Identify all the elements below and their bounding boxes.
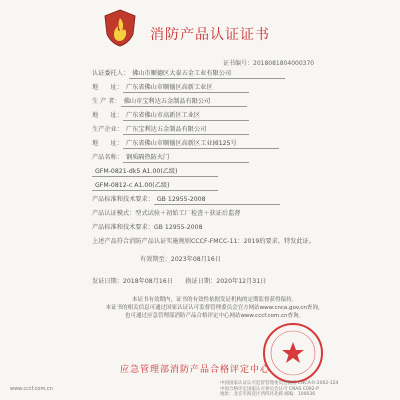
field-row: 地 址： 广东省佛山市高新区工业区 <box>92 112 249 121</box>
certification-mode: 产品认证模式：型式试验＋初始工厂检查＋获证后监督 <box>92 210 241 217</box>
field-row: 产品标准和技术要求： GB 12955-2008 <box>92 196 280 205</box>
issuing-authority: 应急管理部消防产品合格评定中心 <box>120 365 271 375</box>
red-seal-stamp-icon <box>262 322 324 384</box>
field-row: GFM-0821-dk5 A1.00(乙级) <box>92 168 218 177</box>
field-row: 产品名称： 钢质隔热防火门 <box>92 154 249 163</box>
field-row: 认证委托人： 佛山市顺德区大泰五金工业有限公司 <box>92 70 285 79</box>
field-row: 地 址： 广东省佛山市顺德区高新区工业园125号 <box>92 140 279 149</box>
field-row: 生产企业： 广东宝利达五金制品有限公司 <box>92 126 249 135</box>
fire-shield-logo-icon <box>103 8 137 48</box>
certificate-title: 消防产品认证证书 <box>150 27 270 43</box>
website-url: www.cccf.com.cn <box>10 386 53 392</box>
issue-date: 发证日期：2018年08月16日 换证日期：2020年12月31日 <box>92 278 267 285</box>
validity-date: 有效期至：2023年08月16日 <box>140 256 221 263</box>
footer-notes: 中国国家认证认可监督管理委员会批准 CNCA-R-2002-124 中国合格评定国家认可委员会认可 CNAS C092-P 地址：北京市海淀区西四环北路 邮编：100036 <box>220 381 339 397</box>
field-row: 生 产 者： 佛山市宝利达五金制品有限公司 <box>92 98 247 107</box>
compliance-statement: 上述产品符合消防产品认证实施规则CCCF-FMCC-11：2019的要求，特发此证。 <box>92 238 316 245</box>
field-row: 地 址： 广东省佛山市顺德区高新工业区 <box>92 84 249 93</box>
field-row: GFM-0812-c A1.00(乙级) <box>92 182 218 191</box>
certificate-notes: 本证书有效期内，证书的有效性依据发证机构的定期监督获得保持。 本证书的相关信息可通过国家认证认可监督管理委员会官方网站www.cnca.gov.cn查询， 也可通过应急管理部消防产品合格评定中心网站www.cccf.com.cn查询。 <box>105 297 324 319</box>
standard-line: 产品标准和技术要求：GB 12955-2008 <box>92 224 203 231</box>
certificate-number: 证书编号：2018081804000370 <box>223 60 315 67</box>
